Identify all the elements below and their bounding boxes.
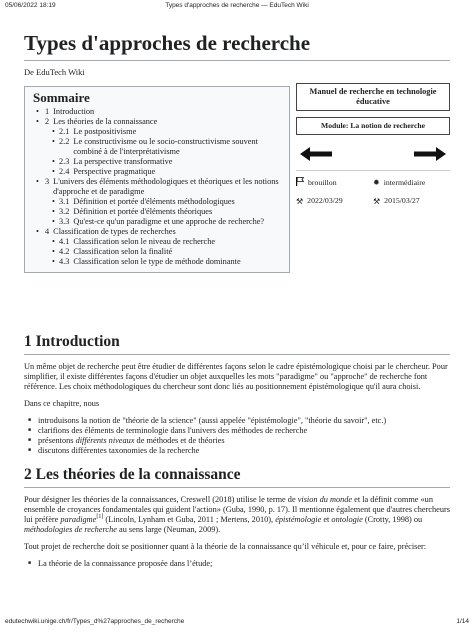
bullet-icon: • — [36, 107, 39, 116]
toc-label[interactable]: Les théories de la connaissance — [53, 117, 158, 126]
toc-number: 2.2 — [59, 137, 70, 146]
toc-number: 2.1 — [59, 127, 70, 136]
toc-label[interactable]: Classification selon la finalité — [73, 247, 173, 256]
module-link[interactable]: Module: La notion de recherche — [296, 117, 450, 135]
bullet-icon: • — [52, 207, 55, 216]
toc-number: 2.3 — [59, 157, 70, 166]
bullet-icon: • — [52, 167, 55, 176]
bullet-icon: • — [52, 197, 55, 206]
toc-item[interactable] — [33, 177, 281, 197]
bullet-icon: • — [52, 247, 55, 256]
toc-number: 2 — [45, 117, 50, 126]
paragraph: Un même objet de recherche peut être étudier de différentes façons selon le cadre épistémologique choisi par le chercheur. Pour simplifier, il existe différentes façons d'étudier un objet auxquelles les mots "paradigme" ou "approche" de recherche font référence. Les choix méthodologiques du chercheur sont donc liés au positionnement épistémologique qu'il aura choisi. — [24, 362, 448, 391]
paragraph: Pour désigner les théories de la connaissances, Creswell (2018) utilise le terme de vision du monde et la définit comme «un ensemble de croyances fondamentales qui guident l'action» (Guba, 1990, p. 17). Il mentionne également que d'autres chercheurs lui préfère paradigme[1] (Lincoln, Lynham et Guba, 2011 ; Mertens, 2010), épistémologie et ontologie (Crotty, 1998) ou méthodologies de recherche au sens large (Neuman, 2009). — [24, 495, 450, 534]
toc-number: 4.2 — [59, 247, 70, 256]
nav-arrows — [296, 145, 450, 171]
toc-item[interactable] — [33, 117, 281, 127]
list-item-text: présentons différents niveaux de méthodes et de théories — [38, 436, 225, 445]
toc-label[interactable]: Le postpositivisme — [73, 127, 137, 136]
page-subtitle: De EduTech Wiki — [24, 67, 85, 77]
toc-subitem[interactable] — [33, 197, 281, 207]
toc-item[interactable] — [33, 107, 281, 117]
footnote-link[interactable]: [1] — [96, 514, 104, 521]
toc-number: 1 — [45, 107, 50, 116]
toc-subitem[interactable] — [33, 207, 281, 217]
toc-label[interactable]: Classification selon le type de méthode dominante — [73, 257, 241, 266]
bullet-icon: • — [52, 157, 55, 166]
toc-subitem[interactable] — [33, 257, 281, 267]
toc-number: 4 — [45, 227, 50, 236]
toc-subitem[interactable] — [33, 167, 281, 177]
toc-subitem[interactable] — [33, 127, 281, 137]
bullet-icon: • — [36, 177, 39, 186]
toc-number: 3.2 — [59, 207, 70, 216]
flag-icon — [296, 177, 304, 188]
toc-label[interactable]: Perspective pragmatique — [73, 167, 156, 176]
toc-number: 3.3 — [59, 217, 70, 226]
bullet-icon: • — [52, 217, 55, 226]
toc-label[interactable]: Définition et portée d'éléments méthodologiques — [73, 197, 235, 206]
page-meta — [296, 177, 450, 206]
tools-icon: ⚒ — [296, 196, 304, 206]
list-item: ■ La théorie de la connaissance proposée dans l’étude; — [28, 559, 450, 569]
toc-subitem[interactable] — [33, 247, 281, 257]
list-item: ■ clarifions des éléments de terminologie dans l'univers des méthodes de recherche — [28, 426, 450, 436]
paragraph: Dans ce chapitre, nous — [24, 399, 100, 408]
toc-label[interactable]: Définition et portée d'éléments théoriques — [73, 207, 213, 216]
print-footer — [5, 618, 469, 628]
toc-subitem[interactable] — [33, 157, 281, 167]
sidebar-infobox — [296, 83, 450, 252]
toc-subitem[interactable] — [33, 137, 281, 157]
toc-subitem[interactable] — [33, 237, 281, 247]
bullet-list — [28, 416, 450, 456]
toc-number: 4.1 — [59, 237, 70, 246]
bullet-icon: • — [52, 127, 55, 136]
toc-label[interactable]: Qu'est-ce qu'un paradigme et une approche de recherche? — [73, 217, 265, 226]
toc-list — [33, 107, 281, 267]
modified-date: 2015/03/27 — [384, 196, 420, 205]
arrow-left-icon[interactable] — [300, 147, 332, 166]
bullet-icon: • — [52, 257, 55, 266]
print-title: Types d'approches de recherche — EduTech Wiki — [165, 2, 309, 9]
tools-icon: ⚒ — [373, 196, 381, 206]
created-date: 2022/03/29 — [307, 196, 343, 205]
toc-item[interactable] — [33, 227, 281, 237]
toc-label[interactable]: Classification de types de recherches — [53, 227, 176, 236]
toc-number: 2.4 — [59, 167, 70, 176]
toc-label[interactable]: Le constructivisme ou le socio-constructivisme souvent combiné à de l'interprétativisme — [73, 137, 258, 156]
manual-title-link[interactable]: Manuel de recherche en technologie éducative — [296, 83, 450, 111]
level-label: intermédiaire — [383, 177, 426, 187]
section-heading-theories: 2 Les théories de la connaissance — [24, 465, 450, 488]
bullet-icon: • — [36, 227, 39, 236]
toc-heading: Sommaire — [33, 90, 90, 105]
status-label: brouillon — [308, 177, 337, 187]
page-title: Types d'approches de recherche — [24, 30, 450, 61]
list-item: ■ discutons différentes taxonomies de la recherche — [28, 446, 450, 456]
bullet-list — [28, 559, 450, 569]
gear-icon: ✹ — [373, 178, 380, 187]
bullet-icon: • — [52, 237, 55, 246]
toc-number: 4.3 — [59, 257, 70, 266]
table-of-contents — [24, 86, 290, 273]
toc-label[interactable]: La perspective transformative — [73, 157, 173, 166]
article-body — [24, 332, 450, 578]
page-content — [24, 30, 450, 568]
toc-label[interactable]: L'univers des éléments méthodologiques et théoriques et les notions d'approche et de paradigme — [53, 177, 279, 196]
list-item: ■ introduisons la notion de "théorie de la science" (aussi appelée "épistémologie", "théorie du savoir", etc.) — [28, 416, 450, 426]
toc-label[interactable]: Introduction — [53, 107, 95, 116]
bullet-icon: • — [52, 137, 55, 146]
arrow-right-icon[interactable] — [414, 147, 446, 166]
toc-number: 3 — [45, 177, 50, 186]
print-datetime: 05/06/2022 18:19 — [5, 2, 56, 9]
toc-label[interactable]: Classification selon le niveau de recherche — [73, 237, 216, 246]
toc-number: 3.1 — [59, 197, 70, 206]
bullet-icon: • — [36, 117, 39, 126]
print-header — [5, 2, 469, 14]
print-page-number: 1/14 — [456, 618, 469, 625]
toc-subitem[interactable] — [33, 217, 281, 227]
paragraph: Tout projet de recherche doit se positionner quant à la théorie de la connaissance qu’il véhicule et, pour ce faire, préciser: — [24, 542, 427, 551]
print-url: edutechwiki.unige.ch/fr/Types_d%27approches_de_recherche — [5, 618, 185, 625]
list-item — [28, 436, 450, 446]
section-heading-introduction: 1 Introduction — [24, 332, 450, 355]
